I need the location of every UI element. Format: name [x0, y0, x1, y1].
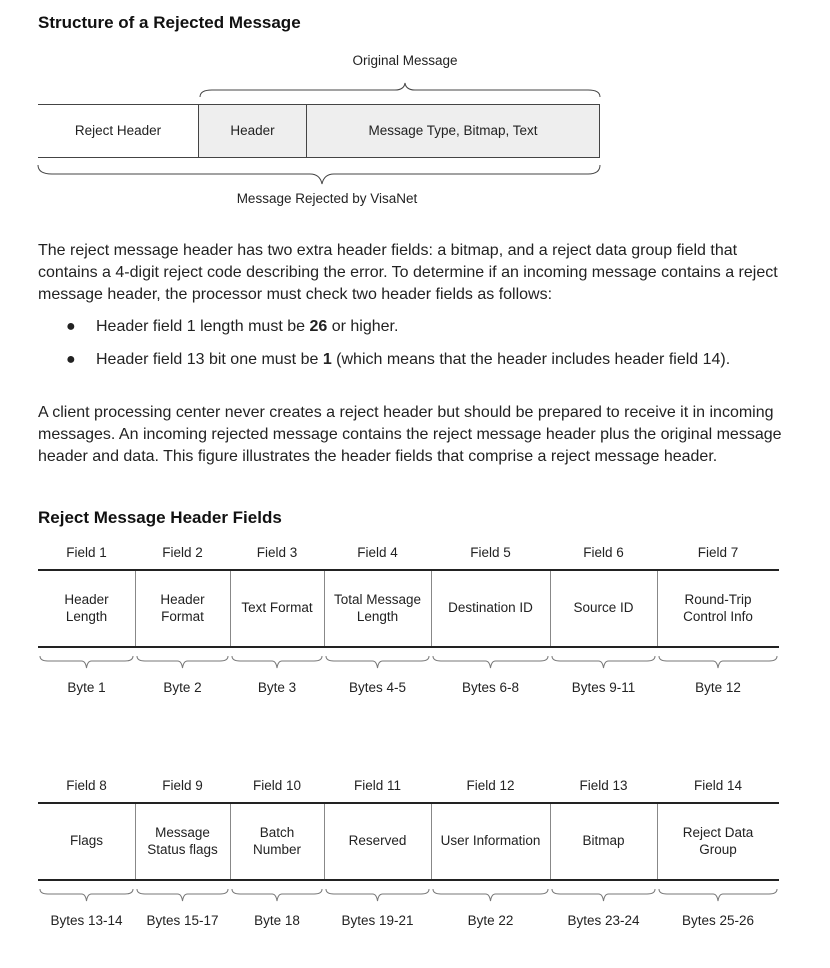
byte-range-label: Byte 1 [67, 679, 106, 695]
byte-brace [433, 889, 548, 901]
column-divider [550, 571, 551, 646]
column-divider [431, 571, 432, 646]
table-bottom-border [38, 879, 779, 881]
byte-range-label: Bytes 19-21 [341, 912, 414, 928]
field-name-cell: Batch Number [252, 825, 301, 857]
byte-range-label: Bytes 6-8 [461, 679, 520, 695]
byte-brace [40, 656, 133, 668]
bullet-text: Header field 1 length must be [96, 318, 310, 335]
field-name-cell: Round-Trip Control Info [683, 592, 753, 624]
bullet-item [96, 349, 736, 371]
field-name-cell: Header Length [64, 592, 109, 624]
bullet-text: or higher. [327, 318, 399, 335]
field-name-cell: Destination ID [448, 600, 533, 616]
field-number-label: Field 6 [583, 544, 624, 560]
field-name-cell: Flags [69, 833, 103, 849]
field-name-cell: Message Status flags [147, 825, 218, 857]
original-message-label: Original Message [352, 53, 458, 68]
field-number-label: Field 12 [466, 777, 515, 793]
byte-brace [232, 889, 322, 901]
figure-title: Reject Message Header Fields [38, 508, 282, 527]
byte-range-label: Byte 12 [695, 679, 741, 695]
field-number-label: Field 9 [162, 777, 203, 793]
field-name-cell: Total Message Length [333, 592, 422, 624]
column-divider [230, 804, 231, 879]
column-divider [550, 804, 551, 879]
section-title: Structure of a Rejected Message [38, 13, 301, 32]
field-number-label: Field 10 [252, 777, 302, 793]
column-divider [230, 571, 231, 646]
column-divider [135, 804, 136, 879]
byte-brace [232, 656, 322, 668]
field-name-cell: User Information [440, 833, 541, 849]
field-number-label: Field 4 [357, 544, 398, 560]
field-number-label: Field 11 [353, 777, 402, 793]
byte-range-label: Byte 18 [254, 912, 300, 928]
byte-brace [552, 889, 655, 901]
byte-brace [433, 656, 548, 668]
intro-paragraph: The reject message header has two extra header fields: a bitmap, and a reject data group field that contains a 4-digit reject code describing the error. To determine if an incoming message contains a reject message header, the processor must check two header fields as follows: [38, 242, 778, 303]
field-number-label: Field 2 [162, 544, 203, 560]
column-divider [657, 571, 658, 646]
bullet-item [96, 316, 776, 338]
byte-brace [552, 656, 655, 668]
field-name-cell: Reject Data Group [682, 825, 754, 857]
field-number-label: Field 5 [470, 544, 511, 560]
byte-range-label: Byte 22 [467, 912, 514, 928]
byte-brace [659, 656, 777, 668]
field-name-cell: Header Format [160, 592, 205, 624]
reject-header-cell: Reject Header [74, 122, 162, 138]
message-body-cell: Message Type, Bitmap, Text [306, 105, 600, 157]
field-number-label: Field 1 [66, 544, 107, 560]
table-bottom-border [38, 646, 779, 648]
byte-range-label: Bytes 9-11 [571, 679, 636, 695]
message-rejected-label: Message Rejected by VisaNet [236, 191, 418, 206]
field-number-label: Field 13 [579, 777, 628, 793]
field-name-cell: Text Format [241, 600, 313, 616]
byte-brace [326, 656, 429, 668]
byte-brace [137, 656, 228, 668]
bullet-bold-value: 26 [309, 318, 328, 335]
bullet-icon: ● [66, 351, 76, 368]
byte-range-label: Bytes 13-14 [50, 912, 123, 928]
byte-brace [326, 889, 429, 901]
byte-brace [659, 889, 777, 901]
column-divider [657, 804, 658, 879]
field-number-label: Field 7 [697, 544, 739, 560]
byte-brace [40, 889, 133, 901]
field-name-cell: Source ID [573, 600, 634, 616]
column-divider [324, 804, 325, 879]
byte-range-label: Bytes 23-24 [567, 912, 640, 928]
byte-range-label: Byte 2 [163, 679, 202, 695]
byte-brace [137, 889, 228, 901]
bullet-bold-value: 1 [322, 351, 332, 368]
field-number-label: Field 3 [256, 544, 298, 560]
header-cell: Header [198, 105, 306, 157]
byte-range-label: Bytes 25-26 [681, 912, 755, 928]
bullet-text: Header field 13 bit one must be [96, 351, 323, 368]
bullet-text: (which means that the header includes header field 14). [331, 351, 731, 368]
byte-range-label: Byte 3 [257, 679, 297, 695]
field-number-label: Field 14 [693, 777, 743, 793]
field-number-label: Field 8 [66, 777, 107, 793]
byte-range-label: Bytes 4-5 [348, 679, 407, 695]
field-name-cell: Bitmap [582, 833, 625, 849]
bullet-icon: ● [66, 318, 76, 335]
column-divider [135, 571, 136, 646]
description-paragraph: A client processing center never creates a reject header but should be prepared to receive it in incoming messages. An incoming rejected message contains the reject message header plus the original message header and data. This figure illustrates the header fields that comprise a reject message header. [38, 404, 782, 465]
field-name-cell: Reserved [348, 833, 407, 849]
column-divider [324, 571, 325, 646]
byte-range-label: Bytes 15-17 [146, 912, 219, 928]
rejected-message-bar [38, 104, 600, 158]
column-divider [431, 804, 432, 879]
